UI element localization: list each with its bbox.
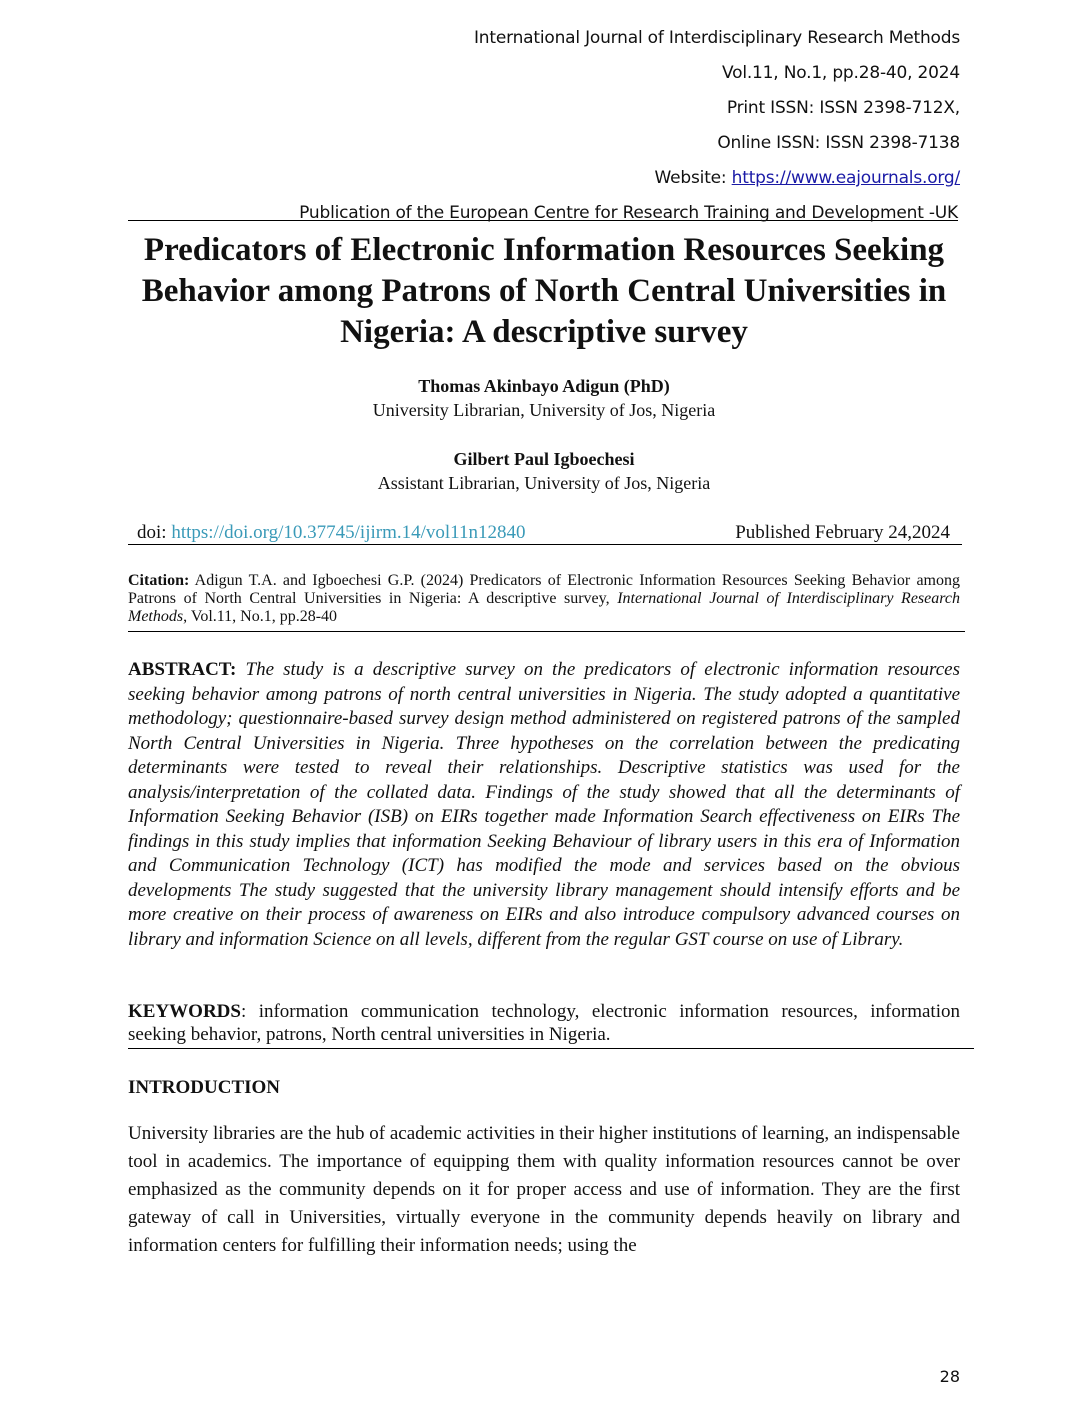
citation-block bbox=[128, 572, 960, 626]
introduction-paragraph: University libraries are the hub of academic activities in their higher institutions of learning, an indispensable tool in academics. The importance of equipping them with quality information resources cannot be over emphasized as the community depends on it for proper access and use of information. They are the first gateway of call in Universities, virtually everyone in the community depends heavily on library and information centers for fulfilling their information needs; using the bbox=[128, 1123, 960, 1256]
website-label: Website: bbox=[654, 168, 732, 188]
doi-label: doi: bbox=[137, 522, 172, 543]
citation-journal: International Journal of Interdisciplinary Research Methods bbox=[128, 590, 960, 625]
website-link[interactable]: https://www.eajournals.org/ bbox=[731, 168, 960, 188]
online-issn: Online ISSN: ISSN 2398-7138 bbox=[717, 133, 960, 153]
section-heading-introduction: INTRODUCTION bbox=[128, 1077, 281, 1098]
doi-link[interactable]: https://doi.org/10.37745/ijirm.14/vol11n12840 bbox=[171, 522, 526, 543]
paper-title: Predicators of Electronic Information Resources Seeking Behavior among Patrons of North Central Universities in Nigeria: A descriptive survey bbox=[141, 232, 947, 350]
page-number: 28 bbox=[939, 1367, 960, 1386]
website-line bbox=[655, 168, 960, 188]
published-date: Published February 24,2024 bbox=[735, 522, 950, 543]
doi-row bbox=[137, 522, 950, 544]
keywords-rule bbox=[128, 1048, 974, 1049]
citation-text-b: , Vol.11, No.1, pp.28-40 bbox=[183, 608, 338, 625]
doi-rule bbox=[128, 544, 962, 545]
abstract-label: ABSTRACT: bbox=[128, 659, 237, 680]
abstract-text: The study is a descriptive survey on the predicators of electronic information resources seeking behavior among patrons of north central universities in Nigeria. The study adopted a quantitative methodology; questionnaire-based survey design method administered on registered patrons of the sampled North Central Universities in Nigeria. Three hypotheses on the correlation between the predicating determinants were tested to reveal their relationships. Descriptive statistics was used for the analysis/interpretation of the collated data. Findings of the study showed that all the determinants of Information Seeking Behavior (ISB) on EIRs together made Information Search effectiveness on EIRs The findings in this study implies that information Seeking Behaviour of library users in this era of Information and Communication Technology (ICT) has modified the mode and services based on the obvious developments The study suggested that the university library management should intensify efforts and be more creative on their process of awareness on EIRs and also introduce compulsory advanced courses on library and information Science on all levels, different from the regular GST course on use of Library. bbox=[128, 659, 960, 950]
citation-text-a: Adigun T.A. and Igboechesi G.P. (2024) Predicators of Electronic Information Resources Seeking Behavior among Patrons of North Central Universities in Nigeria: A descriptive survey, bbox=[128, 572, 960, 607]
author-1-name bbox=[0, 375, 1088, 397]
print-issn: Print ISSN: ISSN 2398-712X, bbox=[726, 98, 960, 118]
author-2-name-text: Gilbert Paul Igboechesi bbox=[453, 449, 635, 469]
journal-name: International Journal of Interdisciplinary Research Methods bbox=[473, 28, 960, 48]
author-1-affiliation: University Librarian, University of Jos, Nigeria bbox=[372, 400, 716, 420]
keywords-text: : information communication technology, electronic information resources, information seeking behavior, patrons, North central universities in Nigeria. bbox=[128, 1001, 960, 1045]
citation-rule bbox=[128, 631, 965, 632]
author-1-name-text: Thomas Akinbayo Adigun (PhD) bbox=[418, 376, 670, 396]
author-2-name bbox=[0, 448, 1088, 470]
publisher-line: Publication of the European Centre for Research Training and Development -UK bbox=[299, 203, 958, 223]
abstract-block bbox=[128, 658, 960, 952]
keywords-block bbox=[128, 1000, 960, 1046]
volume-info: Vol.11, No.1, pp.28-40, 2024 bbox=[722, 63, 960, 83]
keywords-label: KEYWORDS bbox=[128, 1001, 241, 1022]
author-2-affiliation: Assistant Librarian, University of Jos, Nigeria bbox=[377, 473, 711, 493]
citation-label: Citation: bbox=[128, 572, 190, 589]
